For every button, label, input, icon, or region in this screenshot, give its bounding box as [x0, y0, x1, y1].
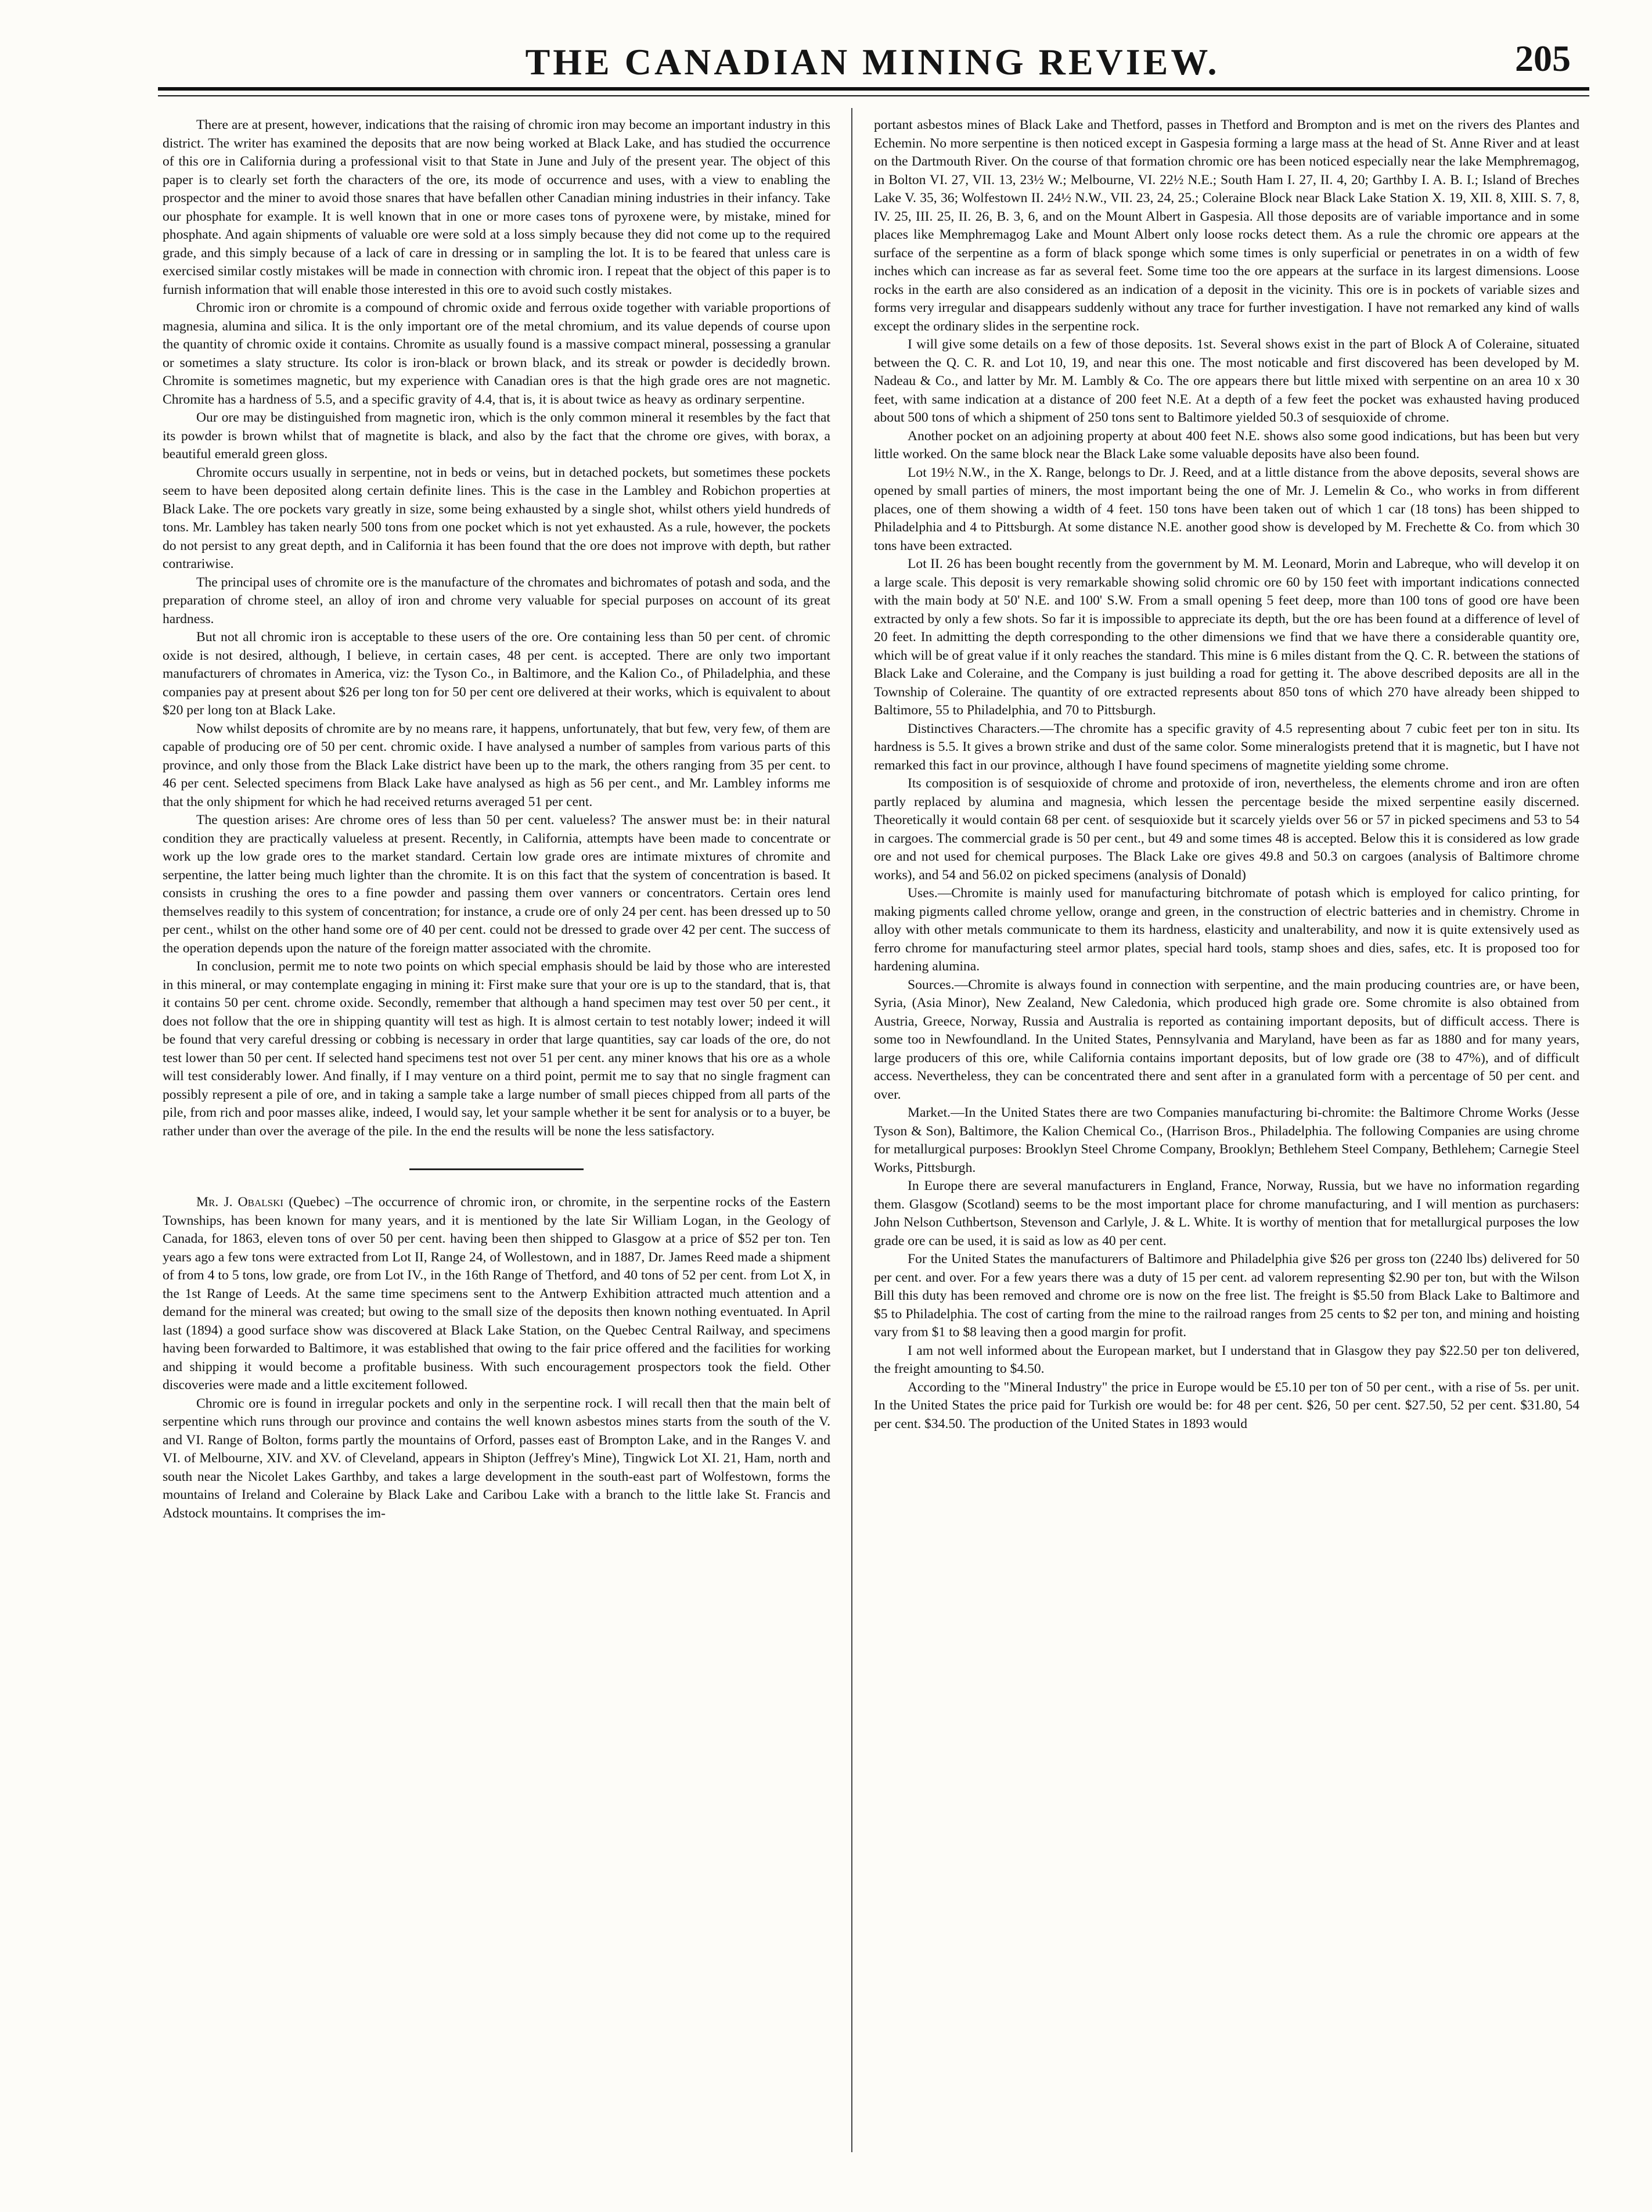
- paragraph: There are at present, however, indications that the raising of chromic iron may become an important industry in this district. The writer has examined the deposits that are now being worked at Black Lake, and has studied the occurrence of this ore in California during a professional visit to that State in June and July of the present year. The object of this paper is to clearly set forth the characters of the ore, its mode of occurrence and uses, with a view to enabling the prospector and the miner to avoid those snares that have befallen other Canadian mining industries in their infancy. Take our phosphate for example. It is well known that in one or more cases tons of pyroxene were, by mistake, mined for phosphate. And again shipments of valuable ore were sold at a loss simply because they did not come up to the required grade, and this simply because of a lack of care in dressing or in sampling the lot. It is to be feared that unless care is exercised similar costly mistakes will be made in connection with chromic iron. I repeat that the object of this paper is to furnish information that will enable those interested in this ore to avoid such costly mistakes.: [163, 117, 830, 297]
- paragraph: In conclusion, permit me to note two points on which special emphasis should be laid by those who are interested in this mineral, or may contemplate engaging in mining it: First make sure that your ore is up to the standard, that is, that it contains 50 per cent. chrome oxide. Secondly, remember that although a hand specimen may test over 50 per cent., it does not follow that the ore in shipping quantity will test as high. It is almost certain to test notably lower; indeed it will be found that very careful dressing or cobbing is necessary in order that large quantities, say car loads of the ore, do not test lower than 50 per cent. If selected hand specimens test not over 51 per cent. any miner knows that his ore as a whole will test considerably lower. And finally, if I may venture on a third point, permit me to say that no single fragment can possibly represent a pile of ore, and in taking a sample take a large number of small pieces chipped from all parts of the pile, from rich and poor masses alike, indeed, I would say, let your sample whether it be sent for analysis or to a buyer, be rather under than over the average of the pile. In the end the results will be none the less satisfactory.: [163, 959, 830, 1139]
- paragraph: Its composition is of sesquioxide of chrome and protoxide of iron, nevertheless, the elements chrome and iron are often partly replaced by alumina and magnesia, which lessen the percentage beside the mixed serpentine easily discerned. Theoretically it would contain 68 per cent. of sesquioxide but it scarcely yields over 56 or 57 in picked specimens and 53 to 54 in cargoes. The commercial grade is 50 per cent., but 49 and some times 48 is accepted. Below this it is considered as low grade ore and not used for chemical purposes. The Black Lake ore gives 49.8 and 50.3 on cargoes (analysis of Baltimore chrome works), and 54 and 56.02 on picked specimens (analysis of Donald): [874, 776, 1579, 883]
- running-header: [163, 28, 1582, 80]
- page-number: 205: [1515, 38, 1571, 79]
- paragraph: I am not well informed about the European market, but I understand that in Glasgow they pay $22.50 per ton delivered, the freight amounting to $4.50.: [874, 1343, 1579, 1376]
- paragraph: I will give some details on a few of those deposits. 1st. Several shows exist in the part of Block A of Coleraine, situated between the Q. C. R. and Lot 10, 19, and near this one. The most noticable and first discovered has been developed by M. Nadeau & Co., and latter by Mr. M. Lambly & Co. The ore appears there but little mixed with serpentine on an area 10 x 30 feet, with same indication at a distance of 200 feet N.E. At a depth of a few feet the pocket was exhausted having produced about 500 tons of which a shipment of 250 tons sent to Baltimore yielded 50.3 of sesquioxide of chrome.: [874, 337, 1579, 425]
- paragraph: Sources.—Chromite is always found in connection with serpentine, and the main producing countries are, or have been, Syria, (Asia Minor), New Zealand, New Caledonia, which produced high grade ore. Some chromite is also obtained from Austria, Greece, Norway, Russia and Australia is reported as containing important deposits, but of difficult access. There is some too in Newfoundland. In the United States, Pennsylvania and Maryland, have been as far as 1880 and for many years, large producers of this ore, while California contains important deposits, but of low grade ore (38 to 47%), and of difficult access. Nevertheless, they can be concentrated there and sent after in a granulated form with a percentage of 50 per cent. and over.: [874, 977, 1579, 1102]
- paragraph: Another pocket on an adjoining property at about 400 feet N.E. shows also some good indications, but has been but very little worked. On the same block near the Black Lake some valuable deposits have also been found.: [874, 428, 1579, 462]
- right-column: [874, 116, 1579, 1433]
- paragraph: Lot 19½ N.W., in the X. Range, belongs to Dr. J. Reed, and at a little distance from the above deposits, several shows are opened by small parties of miners, the most important being the one of Mr. J. Lemelin & Co., who works in from different places, one of them showing a width of 4 feet. 150 tons have been taken out of which 1 car (18 tons) has been shipped to Philadelphia and 4 to Pittsburgh. At some distance N.E. another good show is developed by M. Frechette & Co. from which 30 tons have been extracted.: [874, 465, 1579, 553]
- header-rule-thick: [158, 87, 1589, 91]
- paragraph: Chromite occurs usually in serpentine, not in beds or veins, but in detached pockets, but sometimes these pockets seem to have been deposited along certain definite lines. This is the case in the Lambley and Robichon properties at Black Lake. The ore pockets vary greatly in size, some being exhausted by a single shot, whilst others yield hundreds of tons. Mr. Lambley has taken nearly 500 tons from one pocket which is not yet exhausted. As a rule, however, the pockets do not persist to any great depth, and in California it has been found that the ore does not improve with depth, but rather contrariwise.: [163, 465, 830, 571]
- paragraph: But not all chromic iron is acceptable to these users of the ore. Ore containing less than 50 per cent. of chromic oxide is not desired, although, I believe, in certain cases, 48 per cent. is accepted. There are only two important manufacturers of chromates in America, viz: the Tyson Co., in Baltimore, and the Kalion Co., of Philadelphia, and these companies pay at present about $26 per long ton for 50 per cent ore delivered at their works, which is equivalent to about $20 per long ton at Black Lake.: [163, 630, 830, 718]
- paragraph: Chromic ore is found in irregular pockets and only in the serpentine rock. I will recall then that the main belt of serpentine which runs through our province and contains the well known asbestos mines starts from the south of the V. and VI. Range of Bolton, forms partly the mountains of Orford, passes east of Brompton Lake, and in the Ranges V. and VI. of Melbourne, XIV. and XV. of Cleveland, appears in Shipton (Jeffrey's Mine), Tingwick Lot XI. 21, Ham, north and south near the Nicolet Lakes Garthby, and takes a large development in the south-east part of Wolfestown, forms the mountains of Ireland and Coleraine by Black Lake and Caribou Lake with a branch to the little lake St. Francis and Adstock mountains. It comprises the im-: [163, 1395, 830, 1521]
- paragraph: Our ore may be distinguished from magnetic iron, which is the only common mineral it resembles by the fact that its powder is brown whilst that of magnetite is black, and also by the fact that the chrome ore gives, with borax, a beautiful emerald green gloss.: [163, 410, 830, 462]
- paragraph: According to the "Mineral Industry" the price in Europe would be £5.10 per ton of 50 per cent., with a rise of 5s. per unit. In the United States the price paid for Turkish ore would be: for 48 per cent. $26, 50 per cent. $27.50, 52 per cent. $31.80, 54 per cent. $34.50. The production of the United States in 1893 would: [874, 1379, 1579, 1431]
- paragraph: Distinctives Characters.—The chromite has a specific gravity of 4.5 representing about 7 cubic feet per ton in situ. Its hardness is 5.5. It gives a brown strike and dust of the same color. Some mineralogists pretend that it is magnetic, but I have not remarked this fact in our province, although I have found specimens of magnetite yielding some chrome.: [874, 721, 1579, 773]
- left-column: [163, 116, 830, 1523]
- section-divider: [409, 1168, 584, 1170]
- paragraph: Market.—In the United States there are two Companies manufacturing bi-chromite: the Baltimore Chrome Works (Jesse Tyson & Son), Baltimore, the Kalion Chemical Co., (Harrison Bros., Philadelphia. The following Companies are using chrome for metallurgical purposes: Brooklyn Steel Chrome Company, Brooklyn; Bethlehem Steel Company, Bethlehem; Carnegie Steel Works, Pittsburgh.: [874, 1105, 1579, 1175]
- header-rule-thin: [158, 95, 1589, 96]
- paragraph: Lot II. 26 has been bought recently from the government by M. M. Leonard, Morin and Labreque, who will develop it on a large scale. This deposit is very remarkable showing solid chromic ore 60 by 150 feet with important indications connected with the main body at 50' N.E. and 100' S.W. From a small opening 5 feet deep, more than 100 tons of good ore have been extracted by only a few shots. So far it is impossible to appreciate its depth, but the ore has been found at a difference of level of 20 feet. In admitting the depth corresponding to the other dimensions we find that we have there a considerable quantity ore, which will be of great value if it only reaches the standard. This mine is 6 miles distant from the Q. C. R. between the stations of Black Lake and Coleraine, and the Company is just building a road for getting it. The above described deposits are all in the Township of Coleraine. The quantity of ore extracted represents about 850 tons of which 270 have already been shipped to Baltimore, 55 to Philadelphia, and 70 to Pittsburgh.: [874, 556, 1579, 718]
- paragraph: portant asbestos mines of Black Lake and Thetford, passes in Thetford and Brompton and is met on the rivers des Plantes and Echemin. No more serpentine is then noticed except in Gaspesia forming a large mass at the head of St. Anne River and at least on the Dartmouth River. On the course of that formation chromic ore has been noticed especially near the lake Memphremagog, in Bolton VI. 27, VII. 13, 23½ W.; Melbourne, VI. 22½ N.E.; South Ham I. 27, II. 4, 20; Garthby I. A. B. I.; Island of Breches Lake V. 35, 36; Wolfestown II. 24½ N.W., VII. 23, 24, 25.; Coleraine Block near Black Lake Station X. 19, XII. 8, XIII. S. 7, 8, IV. 25, III. 25, II. 26, B. 3, 6, and on the Mount Albert in Gaspesia. All those deposits are of variable importance and in some places like Memphremagog Lake and Mount Albert only loose rocks detect them. As a rule the chromic ore appears at the surface of the serpentine as a form of black sponge which some times is only superficial or penetrates in on a width of few inches which can increase as far as several feet. Some time too the ore appears at the surface in its largest dimensions. Loose rocks in the earth are also considered as an indication of a deposit in the vicinity. This ore is in pockets of variable sizes and forms very irregular and disappears suddenly without any trace for further investigation. I have not remarked any kind of walls except the ordinary slides in the serpentine rock.: [874, 117, 1579, 334]
- column-divider: [851, 108, 852, 2152]
- paragraph: Chromic iron or chromite is a compound of chromic oxide and ferrous oxide together with variable proportions of magnesia, alumina and silica. It is the only important ore of the metal chromium, and its value depends of course upon the quantity of chromic oxide it contains. Chromite as usually found is a massive compact mineral, possessing a granular or sometimes a slaty structure. Its color is iron-black or brown black, and its streak or powder is decidedly brown. Chromite is sometimes magnetic, but my experience with Canadian ores is that the high grade ores are not magnetic. Chromite has a hardness of 5.5, and a specific gravity of 4.4, that is, it is about twice as heavy as ordinary serpentine.: [163, 300, 830, 407]
- paragraph: In Europe there are several manufacturers in England, France, Norway, Russia, but we have no information regarding them. Glasgow (Scotland) seems to be the most important place for chrome manufacturing, and I will mention as purchasers: John Nelson Cuthbertson, Stevenson and Carlyle, J. & L. White. It is worthy of mention that for metallurgical purposes the low grade ore can be used, it is said as low as 40 per cent.: [874, 1178, 1579, 1249]
- journal-title: THE CANADIAN MINING REVIEW.: [525, 41, 1220, 82]
- paragraph: The principal uses of chromite ore is the manufacture of the chromates and bichromates of potash and soda, and the preparation of chrome steel, an alloy of iron and chrome very valuable for special purposes on account of its great hardness.: [163, 574, 830, 627]
- paragraph: For the United States the manufacturers of Baltimore and Philadelphia give $26 per gross ton (2240 lbs) delivered for 50 per cent. and over. For a few years there was a duty of 15 per cent. ad valorem representing $2.90 per ton, but with the Wilson Bill this duty has been removed and chrome ore is now on the free list. The freight is $5.50 from Black Lake to Baltimore and $5 to Philadelphia. The cost of carting from the mine to the railroad ranges from 25 cents to $2 per ton, and mining and hoisting vary from $1 to $8 leaving then a good margin for profit.: [874, 1251, 1579, 1340]
- paragraph: The question arises: Are chrome ores of less than 50 per cent. valueless? The answer must be: in their natural condition they are practically valueless at present. Recently, in California, attempts have been made to concentrate or work up the low grade ores to the market standard. Certain low grade ores are intimate mixtures of chromite and serpentine, the latter being much lighter than the chromite. It is on this fact that the system of concentration is based. It consists in crushing the ores to a fine powder and passing them over vanners or concentrators. Certain ores lend themselves readily to this system of concentration; for instance, a crude ore of only 24 per cent. has been dressed up to 50 per cent., whilst on the other hand some ore of 40 per cent. could not be dressed to grade over 42 per cent. The success of the operation depends upon the nature of the foreign matter associated with the chromite.: [163, 812, 830, 956]
- discussion-text: (Quebec) –The occurrence of chromic iron, or chromite, in the serpentine rocks of the Eastern Townships, has been known for many years, and it is mentioned by the late Sir William Logan, in the Geology of Canada, for 1863, eleven tons of over 50 per cent. having been then shipped to Glasgow at a price of $52 per ton. Ten years ago a few tons were extracted from Lot II, Range 24, of Wollestown, and in 1887, Dr. James Reed made a shipment of from 4 to 5 tons, low grade, ore from Lot IV., in the 16th Range of Thetford, and 40 tons of 52 per cent. from Lot X, in the 1st Range of Leeds. At the same time specimens sent to the Antwerp Exhibition attracted much attention and a demand for the mineral was created; but owing to the small size of the deposits then known nothing eventuated. In April last (1894) a good surface show was discovered at Black Lake Station, on the Quebec Central Railway, and specimens having been forwarded to Baltimore, it was established that owing to the fair price offered and the facilities for working and shipping it would become a profitable business. With such encouragement prospectors took the field. Other discoveries were made and a little excitement followed.: [163, 1195, 830, 1393]
- discussion-paragraph: [163, 1193, 830, 1395]
- paragraph: Now whilst deposits of chromite are by no means rare, it happens, unfortunately, that but few, very few, of them are capable of producing ore of 50 per cent. chromic oxide. I have analysed a number of samples from various parts of this province, and only those from the Black Lake district have been up to the mark, the others ranging from 35 per cent. to 46 per cent. Selected specimens from Black Lake have analysed as high as 56 per cent., and Mr. Lambley informs me that the only shipment for which he had received returns averaged 51 per cent.: [163, 721, 830, 810]
- speaker-name: Mr. J. Obalski: [196, 1195, 284, 1210]
- paragraph: Uses.—Chromite is mainly used for manufacturing bitchromate of potash which is employed for calico printing, for making pigments called chrome yellow, orange and green, in the construction of electric batteries and in chemistry. Chrome in alloy with other metals communicate to them its hardness, elasticity and unalterability, and now it is quite extensively used as ferro chrome for manufacturing steel armor plates, special hard tools, stamp shoes and dies, safes, etc. It is proposed too for hardening alumina.: [874, 886, 1579, 974]
